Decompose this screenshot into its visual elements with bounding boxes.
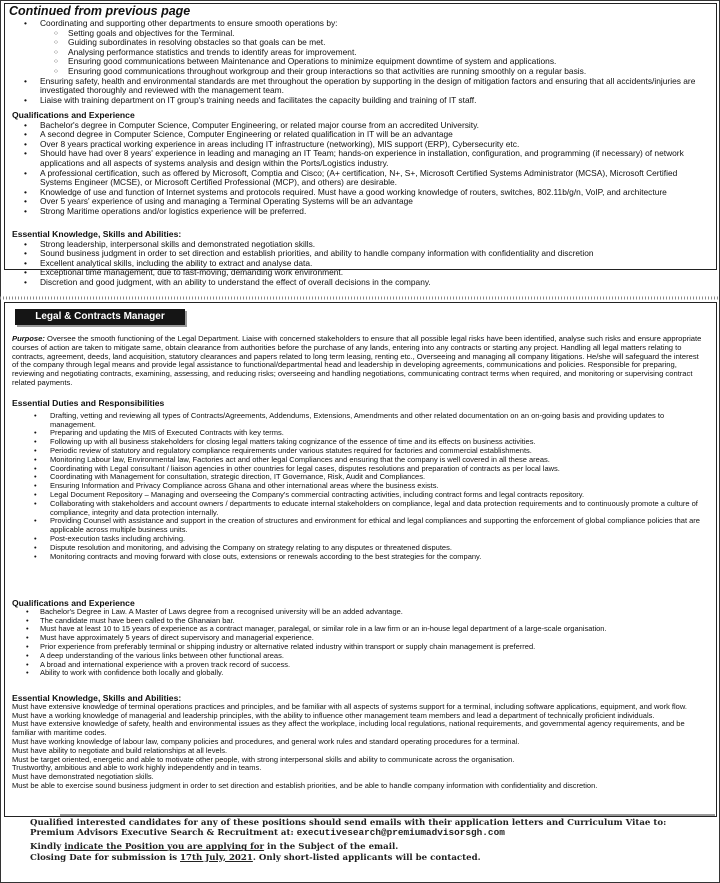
list-item: ○ Ensuring good communications throughout workgroup and their group interactions so that activities are running smoothly on a regular basis.	[12, 67, 708, 77]
continued-title: Continued from previous page	[9, 4, 191, 18]
footer-subject-note	[30, 842, 710, 852]
closing-date-note: . Only short-listed applicants will be contacted.	[252, 852, 481, 863]
list-item: • Ability to work with confidence both locally and globally.	[12, 669, 706, 678]
list-item: • Over 5 years' experience of using and managing a Terminal Operating Systems will be an advantage	[12, 197, 708, 207]
list-item: • Strong leadership, interpersonal skills and demonstrated negotiation skills.	[12, 240, 708, 250]
list-item: • Must have at least 10 to 15 years of experience as a contract manager, paralegal, or similar role in a law firm or an in-house legal department of a large-scale organisation.	[12, 625, 706, 634]
list-item: • Providing Counsel with assistance and support in the creation of structures and environment for ethical and legal compliances and supporting the enforcement of global compliance policies that are applicable across multiple business units.	[12, 517, 706, 535]
list-item: • Discretion and good judgment, with an ability to understand the effect of overall decisions in the company.	[12, 278, 708, 288]
list-item: • Prior experience from preferably terminal or shipping industry or alternative related industry within transport or supply chain management is preferred.	[12, 643, 706, 652]
list-item: • The candidate must have been called to the Ghanaian bar.	[12, 617, 706, 626]
list-item: • Knowledge of use and function of Internet systems and protocols required. Must have a good working knowledge of routers, switches, 802.11b/g/n, VoIP, and architecture	[12, 188, 708, 198]
list-item: • Sound business judgment in order to set direction and establish priorities, and ability to handle company information with confidentiality and discretion	[12, 249, 708, 259]
skills-line: Must have a working knowledge of managerial and leadership principles, with the ability to influence other management team members and lead a department of technically proficient individuals.	[12, 710, 655, 720]
skills-line: Must be able to exercise sound business judgment in order to set direction and establish priorities, and be able to handle company information with confidentiality and discretion.	[12, 780, 598, 790]
list-item: • Exceptional time management, due to fast-moving, demanding work environment.	[12, 268, 708, 278]
list-item: • Preparing and updating the MIS of Executed Contracts with key terms.	[12, 429, 706, 438]
list-item: • Coordinating with Legal consultant / liaison agencies in other countries for legal cases, disputes resolutions and preparation of contracts as per local laws.	[12, 465, 706, 474]
list-item: • Bachelor's degree in Computer Science, Computer Engineering, or related major course from an accredited University.	[12, 121, 708, 131]
list-item: • Coordinating and supporting other departments to ensure smooth operations by:	[12, 19, 708, 29]
list-item: • Strong Maritime operations and/or logistics experience will be preferred.	[12, 207, 708, 217]
list-item: • Dispute resolution and monitoring, and advising the Company on strategy relating to any disputes or threatened disputes.	[12, 544, 706, 553]
skills-line: Must have demonstrated negotiation skills.	[12, 772, 154, 782]
skills-line: Trustworthy, ambitious and able to work highly independently and in teams.	[12, 763, 262, 773]
skills-line: Must be target oriented, energetic and able to motivate other people, with strong interpersonal skills and ability to communicate across the organisation.	[12, 754, 515, 764]
legal-skills	[12, 694, 706, 791]
skills-line: Must have working knowledge of labour law, company policies and procedures, and general work rules and standard operating procedures for a terminal.	[12, 736, 520, 746]
list-item: • A broad and international experience with a proven track record of success.	[12, 661, 706, 670]
subject-note-emphasis: indicate the Position you are applying for	[64, 842, 265, 853]
list-item: • Ensuring safety, health and environmental standards are met throughout the operation by supporting in the design of mitigation factors and ensuring that all accidents/injuries are investigated thoroughly and reviewed with the management team.	[12, 77, 708, 96]
it-duties	[12, 19, 708, 105]
skills-line: Must have extensive knowledge of safety, health and environmental issues as they affect the workplace, including local regulations, national requirements, and governmental agency requirements, and be familiar with maritime codes.	[12, 719, 685, 738]
skills-line: Must have ability to negotiate and build relationships at all levels.	[12, 745, 228, 755]
subject-note-start: Kindly	[30, 842, 65, 853]
section-heading: Essential Duties and Responsibilities	[12, 398, 165, 408]
section-heading: Qualifications and Experience	[12, 110, 135, 120]
list-item: • Monitoring Labour law, Environmental law, Factories act and other legal Compliances and ensuring that the company is well covered in all these areas.	[12, 456, 706, 465]
list-item: • Periodic review of statutory and regulatory compliance requirements under various statutes required for factories and commercial establishments.	[12, 447, 706, 456]
section-heading: Essential Knowledge, Skills and Abilities:	[12, 229, 182, 239]
list-item: • Collaborating with stakeholders and account owners / departments to educate internal stakeholders on compliance, legal and data protection requirements and to continuously promote a culture of compliance, integrity and data protection internally.	[12, 500, 706, 518]
legal-duties	[12, 399, 706, 561]
list-item: • Liaise with training department on IT group's training needs and facilitates the capacity building and training of IT staff.	[12, 96, 708, 106]
footer-instructions: Qualified interested candidates for any of these positions should send emails with their application letters and Curriculum Vitae to:	[30, 818, 667, 828]
closing-date-value: 17th July, 2021	[180, 852, 253, 863]
list-item: • Drafting, vetting and reviewing all types of Contracts/Agreements, Addendums, Extensions, Amendments and other related documentation on an on-going basis and providing updates to management.	[12, 412, 706, 430]
recruiter-email-link[interactable]: executivesearch@premiumadvisorsgh.com	[296, 827, 505, 839]
skills-line: Must have extensive knowledge of terminal operations practices and principles, and be familiar with all aspects of systems support for a terminal, including software applications, equipment, and work flow.	[12, 701, 687, 711]
subject-note-end: in the Subject of the email.	[264, 842, 399, 853]
list-item: • Following up with all business stakeholders for closing legal matters taking cognizance of the essence of time and its effects on business activities.	[12, 438, 706, 447]
list-item: • Should have had over 8 years' experience in leading and managing an IT Team; hands-on experience in installation, configuration, and programming (if necessary) of network applications and all aspects of systems analysis and design within the Ports/Logistics industry.	[12, 149, 708, 168]
it-skills	[12, 230, 708, 288]
list-item: ○ Ensuring good communications between Maintenance and Operations to minimize equipment downtime of system and applications.	[12, 57, 708, 67]
purpose-label: Purpose:	[12, 334, 45, 343]
footer-closing-date	[30, 853, 710, 863]
list-item: • Coordinating with Management for consultation, strategic direction, IT Governance, Risk, Audit and Compliances.	[12, 473, 706, 482]
list-item: ○ Analysing performance statistics and trends to identify areas for improvement.	[12, 48, 708, 58]
purpose-text: Oversee the smooth functioning of the Legal Department. Liaise with concerned stakeholders to ensure that all possible legal risks have been identified, analyse such risks and ensure appropriate courses of action are taken to mitigate same, obtain clearance from authorities before the purchase of any lands, entering into any contracts or starting any project. Handling all legal matters relating to contracts, agreement, deeds, land acquisition, statutory clearances and papers related to long term leasing, renting etc., Overseeing and managing all company litigations. He/she will safeguard the interest of the company through legal means and provide legal assistance to functional/departmental head and leadership in developing agreements, communications and policies. Responsible for preparing, reviewing and negotiating contracts, examining, assessing, and reducing risks; overseeing and handling negotiations, communicating contract terms when required, and monitoring or supervising contract related payments.	[12, 334, 702, 387]
list-item: • Bachelor's Degree in Law. A Master of Laws degree from a recognised university will be an added advantage.	[12, 608, 706, 617]
recruiter-label: Premium Advisors Executive Search & Recruitment at:	[30, 828, 294, 839]
list-item: • Monitoring contracts and moving forward with close outs, extensions or renewals according to the best strategies for the company.	[12, 553, 706, 562]
list-item: • Excellent analytical skills, including the ability to extract and analyse data.	[12, 259, 708, 269]
list-item: • Post-execution tasks including archiving.	[12, 535, 706, 544]
section-heading: Qualifications and Experience	[12, 598, 135, 608]
list-item: • Legal Document Repository – Managing and overseeing the Company's commercial contracting activities, including contract forms and legal contracts repository.	[12, 491, 706, 500]
footer-recruiter	[30, 828, 710, 838]
list-item: ○ Guiding subordinates in resolving obstacles so that goals can be met.	[12, 38, 708, 48]
role-title-badge: Legal & Contracts Manager	[15, 309, 185, 325]
list-item: • A second degree in Computer Science, Computer Engineering or related qualification in IT will be an advantage	[12, 130, 708, 140]
application-footer	[30, 818, 710, 863]
list-item: • A professional certification, such as offered by Microsoft, Comptia and Cisco; (A+ certification, N+, S+, Microsoft Certified Systems Administrator (MCSA), Microsoft Certified Systems Engineer (MCSE), or Microsoft Certified Professional (MCP), and others) are desirable.	[12, 169, 708, 188]
purpose-paragraph	[12, 335, 704, 388]
closing-date-label: Closing Date for submission is	[30, 852, 181, 863]
list-item: ○ Setting goals and objectives for the Terminal.	[12, 29, 708, 39]
list-item: • A deep understanding of the various links between other functional areas.	[12, 652, 706, 661]
list-item: • Ensuring Information and Privacy Compliance across Ghana and other international areas where the business exists.	[12, 482, 706, 491]
legal-qualifications	[12, 599, 706, 678]
section-heading: Essential Knowledge, Skills and Abilities:	[12, 693, 182, 703]
list-item: • Must have approximately 5 years of direct supervisory and managerial experience.	[12, 634, 706, 643]
list-item: • Over 8 years practical working experience in areas including IT infrastructure (networking), MIS support (ERP), Cybersecurity etc.	[12, 140, 708, 150]
it-qualifications	[12, 111, 708, 217]
